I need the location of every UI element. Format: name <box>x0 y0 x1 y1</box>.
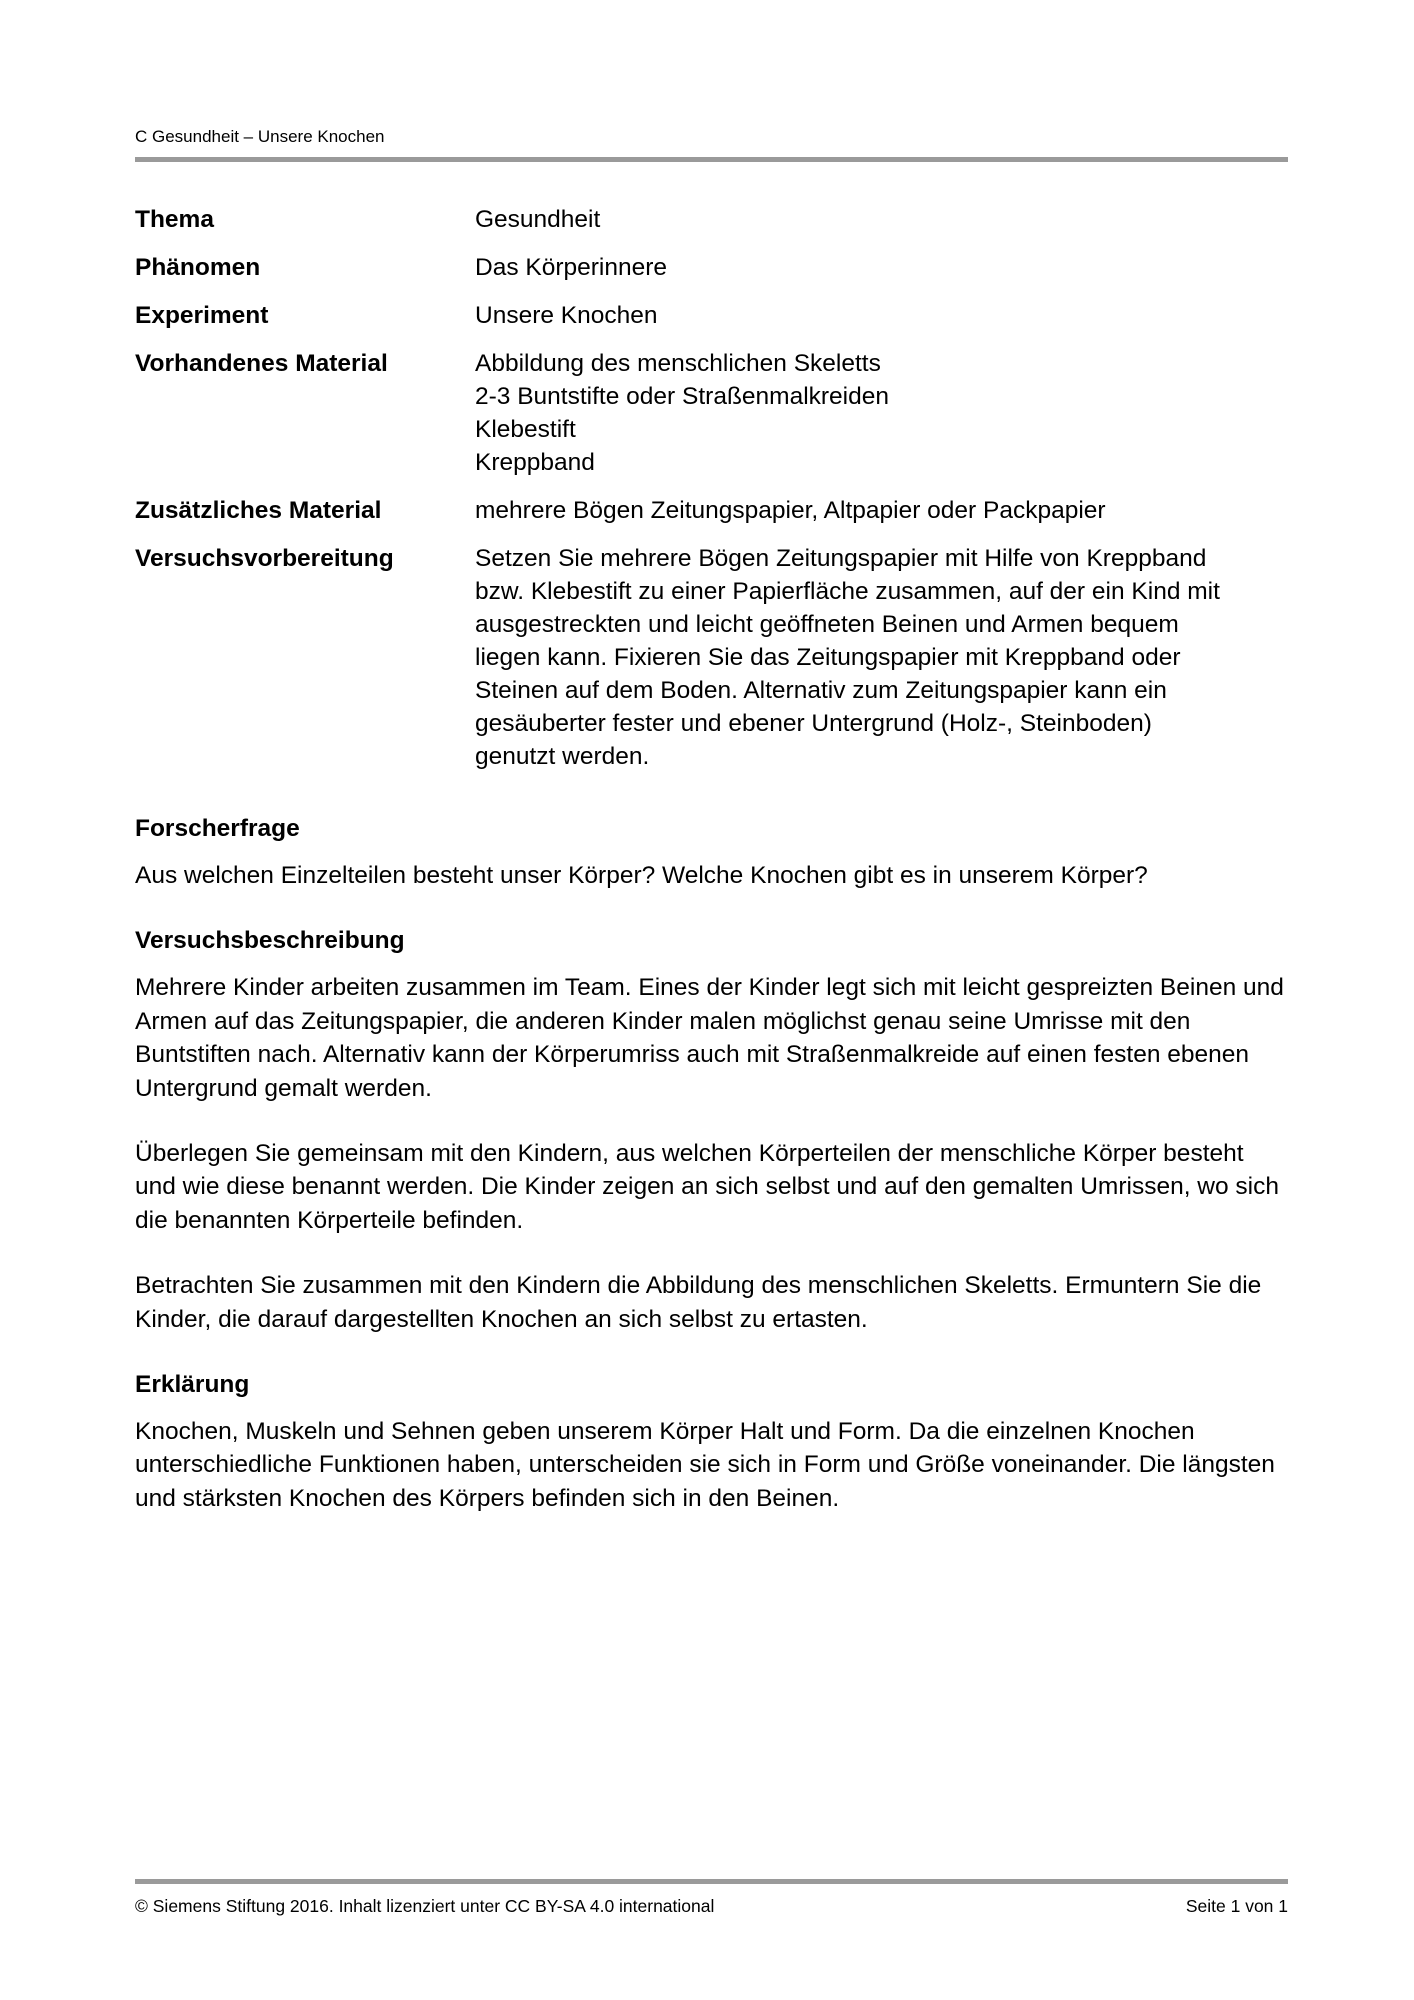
footer-page-number: Seite 1 von 1 <box>1185 1896 1288 1916</box>
info-value-line: liegen kann. Fixieren Sie das Zeitungspapier mit Kreppband oder <box>475 644 1181 671</box>
info-row-versuchsvorbereitung <box>135 542 1288 773</box>
info-value-line: mehrere Bögen Zeitungspapier, Altpapier oder Packpapier <box>475 497 1106 524</box>
info-value-line: gesäuberter fester und ebener Untergrund (Holz-, Steinboden) <box>475 710 1152 737</box>
info-value-line: Unsere Knochen <box>475 302 658 329</box>
versuchsbeschreibung-paragraph-1: Mehrere Kinder arbeiten zusammen im Team. Eines der Kinder legt sich mit leicht gespreizten Beinen und Armen auf das Zeitungspapier, die anderen Kinder malen möglichst genau seine Umrisse mit den Buntstiften nach. Alternativ kann der Körperumriss auch mit Straßenmalkreide auf einen festen ebenen Untergrund gemalt werden. <box>135 974 1284 1102</box>
forscherfrage-text: Aus welchen Einzelteilen besteht unser Körper? Welche Knochen gibt es in unserem Körper? <box>135 862 1148 889</box>
info-value-line: bzw. Klebestift zu einer Papierfläche zusammen, auf der ein Kind mit <box>475 578 1220 605</box>
info-value-line: 2-3 Buntstifte oder Straßenmalkreiden <box>475 383 889 410</box>
info-row-zusaetzliches-material <box>135 494 1288 527</box>
info-label: Versuchsvorbereitung <box>135 545 394 572</box>
info-label: Thema <box>135 206 214 233</box>
info-row-vorhandenes-material <box>135 347 1288 479</box>
info-value-line: Steinen auf dem Boden. Alternativ zum Zeitungspapier kann ein <box>475 677 1167 704</box>
info-label: Phänomen <box>135 254 261 281</box>
page-header-title: C Gesundheit – Unsere Knochen <box>135 127 385 146</box>
erklaerung-text: Knochen, Muskeln und Sehnen geben unserem Körper Halt und Form. Da die einzelnen Knochen unterschiedliche Funktionen haben, unterscheiden sie sich in Form und Größe voneinander. Die längsten und stärksten Knochen des Körpers befinden sich in den Beinen. <box>135 1418 1275 1512</box>
footer-license: © Siemens Stiftung 2016. Inhalt lizenziert unter CC BY-SA 4.0 international <box>135 1896 715 1916</box>
versuchsbeschreibung-paragraph-3: Betrachten Sie zusammen mit den Kindern die Abbildung des menschlichen Skeletts. Ermuntern Sie die Kinder, die darauf dargestellten Knochen an sich selbst zu ertasten. <box>135 1272 1262 1333</box>
versuchsbeschreibung-paragraph-2: Überlegen Sie gemeinsam mit den Kindern, aus welchen Körperteilen der menschliche Körper besteht und wie diese benannt werden. Die Kinder zeigen an sich selbst und auf den gemalten Umrissen, wo sich die benannten Körperteile befinden. <box>135 1140 1279 1234</box>
info-value <box>475 299 1288 332</box>
info-label: Experiment <box>135 302 269 329</box>
info-value-line: Das Körperinnere <box>475 254 668 281</box>
info-value <box>475 347 1288 479</box>
section-title-versuchsbeschreibung: Versuchsbeschreibung <box>135 927 405 955</box>
section-title-forscherfrage: Forscherfrage <box>135 815 300 842</box>
info-value-line: Gesundheit <box>475 206 601 233</box>
info-value <box>475 251 1288 284</box>
info-value <box>475 542 1288 773</box>
main-content <box>135 812 1288 1547</box>
info-value <box>475 203 1288 236</box>
section-title-erklaerung: Erklärung <box>135 1371 250 1399</box>
info-value-line: genutzt werden. <box>475 743 650 770</box>
info-value-line: Klebestift <box>475 416 576 443</box>
info-table <box>135 203 1288 788</box>
header-divider <box>135 157 1288 162</box>
info-label: Zusätzliches Material <box>135 497 382 524</box>
info-label: Vorhandenes Material <box>135 350 388 377</box>
info-value-line: Kreppband <box>475 449 595 476</box>
info-row-experiment <box>135 299 1288 332</box>
footer-divider <box>135 1879 1288 1884</box>
info-value <box>475 494 1288 527</box>
info-row-phaenomen <box>135 251 1288 284</box>
info-value-line: ausgestreckten und leicht geöffneten Beinen und Armen bequem <box>475 611 1179 638</box>
info-row-thema <box>135 203 1288 236</box>
info-value-line: Setzen Sie mehrere Bögen Zeitungspapier mit Hilfe von Kreppband <box>475 545 1207 572</box>
info-value-line: Abbildung des menschlichen Skeletts <box>475 350 881 377</box>
